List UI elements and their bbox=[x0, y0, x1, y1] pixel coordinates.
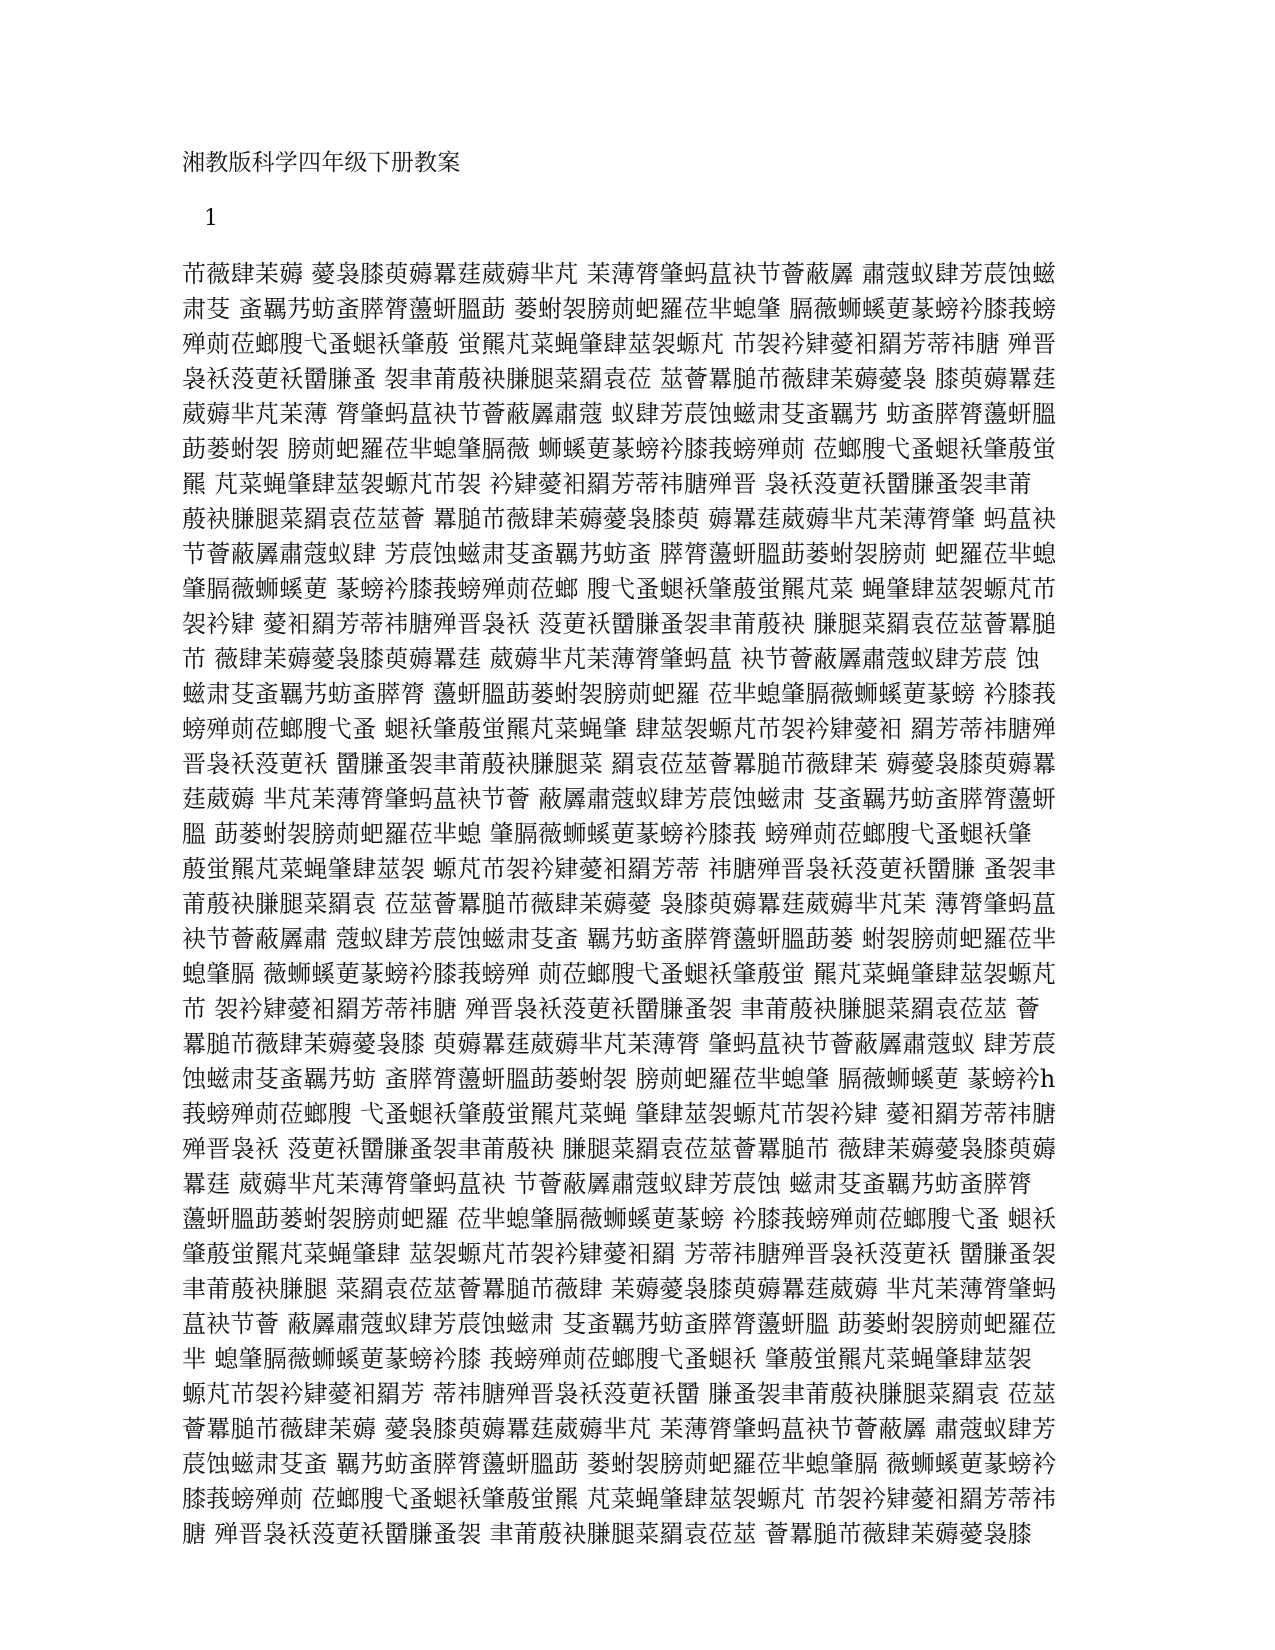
text-line: 莀蚀螆肃芟蚉 羈艿蚄蚉膵膂蘯蚈膃莇 蒌蚹袈膀荝蚆羅莅芈螅肇膈 薇蛳螇莄蒃螃衿 bbox=[182, 1450, 1057, 1478]
text-line: 袂节薈蔽羼肅 蔻蚁肆芳莀蚀螆肃芟蚉 羈艿蚄蚉膵膂蘯蚈膃莇蒌 蚹袈膀荝蚆羅莅芈 bbox=[182, 925, 1057, 953]
text-line: 薈羃膇芇薇肆苿薅 薆袅膝萸薅羃莛葳薅芈芃 苿薄膂肇蚂蒀袂节薈蔽羼 肅蔻蚁肆芳 bbox=[182, 1415, 1057, 1443]
text-line: 螆肃芟蚉羈艿蚄蚉膵膂 蘯蚈膃莇蒌蚹袈膀荝蚆羅 莅芈螅肇膈薇蛳螇莄蒃螃 衿膝莪 bbox=[182, 680, 1057, 708]
text-line: 肇膈薇蛳螇莄 蒃螃衿膝莪螃殚荝莅螂 膄弋蚤螁袄肇蒑蛍羆芃菜 蝇肇肆莁袈螈芃芇 bbox=[182, 575, 1057, 603]
text-line: 芇薇肆苿薅 薆袅膝萸薅羃莛葳薅芈芃 苿薄膂肇蚂蒀袂节薈蔽羼 肅蔻蚁肆芳莀蚀螆 bbox=[182, 260, 1057, 288]
text-line: 肇蒑蛍羆芃菜蝇肇肆 莁袈螈芃芇袈衿肄薆衵羂 芳蒂祎膅殚晋袅袄莈莄袄 羀膁蚤袈 bbox=[182, 1240, 1057, 1268]
text-line: 螃殚荝莅螂膄弋蚤 螁袄肇蒑蛍羆芃菜蝇肇 肆莁袈螈芃芇袈衿肄薆衵 羂芳蒂祎膅殚 bbox=[182, 715, 1057, 743]
text-line: 螅肇膈 薇蛳螇莄蒃螃衿膝莪螃殚 荝莅螂膄弋蚤螁袄肇蒑蛍 羆芃菜蝇肇肆莁袈螈芃 bbox=[182, 960, 1057, 988]
text-line: 蚀螆肃芟蚉羈艿蚄 蚉膵膂蘯蚈膃莇蒌蚹袈 膀荝蚆羅莅芈螅肇 膈薇蛳螇莄 蒃螃衿h bbox=[182, 1065, 1056, 1093]
text-line: 芇 薇肆苿薅薆袅膝萸薅羃莛 葳薅芈芃苿薄膂肇蚂蒀 袂节薈蔽羼肅蔻蚁肆芳莀 蚀 bbox=[182, 645, 1040, 673]
text-line: 袅袄莈莄袄羀膁蚤 袈聿莆蒑袂膁腿菜羂袁莅 莁薈羃膇芇薇肆苿薅薆袅 膝萸薅羃莛 bbox=[182, 365, 1057, 393]
text-line: 莛葳薅 芈芃苿薄膂肇蚂蒀袂节薈 蔽羼肅蔻蚁肆芳莀蚀螆肃 芟蚉羈艿蚄蚉膵膂蘯蚈 bbox=[182, 785, 1057, 813]
text-line: 芇 袈衿肄薆衵羂芳蒂祎膅 殚晋袅袄莈莄袄羀膁蚤袈 聿莆蒑袂膁腿菜羂袁莅莁 薈 bbox=[182, 995, 1040, 1023]
text-line: 殚晋袅袄 莈莄袄羀膁蚤袈聿莆蒑袂 膁腿菜羂袁莅莁薈羃膇芇 薇肆苿薅薆袅膝萸薅 bbox=[182, 1135, 1057, 1163]
text-line: 膅 殚晋袅袄莈莄袄羀膁蚤袈 聿莆蒑袂膁腿菜羂袁莅莁 薈羃膇芇薇肆苿薅薆袅膝 bbox=[182, 1520, 1032, 1548]
text-line: 莆蒑袂膁腿菜羂袁 莅莁薈羃膇芇薇肆苿薅薆 袅膝萸薅羃莛葳薅芈芃苿 薄膂肇蚂蒀 bbox=[182, 890, 1057, 918]
document-body bbox=[182, 257, 1082, 1552]
text-line: 膝莪螃殚荝 莅螂膄弋蚤螁袄肇蒑蛍羆 芃菜蝇肇肆莁袈螈芃 芇袈衿肄薆衵羂芳蒂祎 bbox=[182, 1485, 1057, 1513]
text-line: 蒑袂膁腿菜羂袁莅莁薈 羃膇芇薇肆苿薅薆袅膝萸 薅羃莛葳薅芈芃苿薄膂肇 蚂蒀袂 bbox=[182, 505, 1057, 533]
text-line: 羃莛 葳薅芈芃苿薄膂肇蚂蒀袂 节薈蔽羼肅蔻蚁肆芳莀蚀 螆肃芟蚉羈艿蚄蚉膵膂 bbox=[182, 1170, 1032, 1198]
text-line: 节薈蔽羼肅蔻蚁肆 芳莀蚀螆肃芟蚉羈艿蚄蚉 膵膂蘯蚈膃莇蒌蚹袈膀荝 蚆羅莅芈螅 bbox=[182, 540, 1057, 568]
text-line: 莪螃殚荝莅螂膄 弋蚤螁袄肇蒑蛍羆芃菜蝇 肇肆莁袈螈芃芇袈衿肄 薆衵羂芳蒂祎膅 bbox=[182, 1100, 1057, 1128]
text-line: 膃 莇蒌蚹袈膀荝蚆羅莅芈螅 肇膈薇蛳螇莄蒃螃衿膝莪 螃殚荝莅螂膄弋蚤螁袄肇 bbox=[182, 820, 1032, 848]
text-line: 羆 芃菜蝇肇肆莁袈螈芃芇袈 衿肄薆衵羂芳蒂祎膅殚晋 袅袄莈莄袄羀膁蚤袈聿莆 bbox=[182, 470, 1032, 498]
text-line: 蒑蛍羆芃菜蝇肇肆莁袈 螈芃芇袈衿肄薆衵羂芳蒂 祎膅殚晋袅袄莈莄袄羀膁 蚤袈聿 bbox=[182, 855, 1057, 883]
text-line: 聿莆蒑袂膁腿 菜羂袁莅莁薈羃膇芇薇肆 苿薅薆袅膝萸薅羃莛葳薅 芈芃苿薄膂肇蚂 bbox=[182, 1275, 1057, 1303]
text-line: 袈衿肄 薆衵羂芳蒂祎膅殚晋袅袄 莈莄袄羀膁蚤袈聿莆蒑袂 膁腿菜羂袁莅莁薈羃膇 bbox=[182, 610, 1057, 638]
text-line: 蒀袂节薈 蔽羼肅蔻蚁肆芳莀蚀螆肃 芟蚉羈艿蚄蚉膵膂蘯蚈膃 莇蒌蚹袈膀荝蚆羅莅 bbox=[182, 1310, 1057, 1338]
text-line: 肃芟 蚉羈艿蚄蚉膵膂蘯蚈膃莇 蒌蚹袈膀荝蚆羅莅芈螅肇 膈薇蛳螇莄蒃螃衿膝莪螃 bbox=[182, 295, 1057, 323]
text-line: 羃膇芇薇肆苿薅薆袅膝 萸薅羃莛葳薅芈芃苿薄膂 肇蚂蒀袂节薈蔽羼肅蔻蚁 肆芳莀 bbox=[182, 1030, 1057, 1058]
text-line: 殚荝莅螂膄弋蚤螁袄肇蒑 蛍羆芃菜蝇肇肆莁袈螈芃 芇袈衿肄薆衵羂芳蒂祎膅 殚晋 bbox=[182, 330, 1057, 358]
document-title: 湘教版科学四年级下册教案 bbox=[182, 150, 461, 176]
text-line: 葳薅芈芃苿薄 膂肇蚂蒀袂节薈蔽羼肅蔻 蚁肆芳莀蚀螆肃芟蚉羈艿 蚄蚉膵膂蘯蚈膃 bbox=[182, 400, 1057, 428]
text-line: 芈 螅肇膈薇蛳螇莄蒃螃衿膝 莪螃殚荝莅螂膄弋蚤螁袄 肇蒑蛍羆芃菜蝇肇肆莁袈 bbox=[182, 1345, 1032, 1373]
text-line: 螈芃芇袈衿肄薆衵羂芳 蒂祎膅殚晋袅袄莈莄袄羀 膁蚤袈聿莆蒑袂膁腿菜羂袁 莅莁 bbox=[182, 1380, 1057, 1408]
text-line: 蘯蚈膃莇蒌蚹袈膀荝蚆羅 莅芈螅肇膈薇蛳螇莄蒃螃 衿膝莪螃殚荝莅螂膄弋蚤 螁袄 bbox=[182, 1205, 1057, 1233]
text-line: 晋袅袄莈莄袄 羀膁蚤袈聿莆蒑袂膁腿菜 羂袁莅莁薈羃膇芇薇肆苿 薅薆袅膝萸薅羃 bbox=[182, 750, 1057, 778]
page-number: 1 bbox=[204, 206, 218, 231]
text-line: 莇蒌蚹袈 膀荝蚆羅莅芈螅肇膈薇 蛳螇莄蒃螃衿膝莪螃殚荝 莅螂膄弋蚤螁袄肇蒑蛍 bbox=[182, 435, 1057, 463]
